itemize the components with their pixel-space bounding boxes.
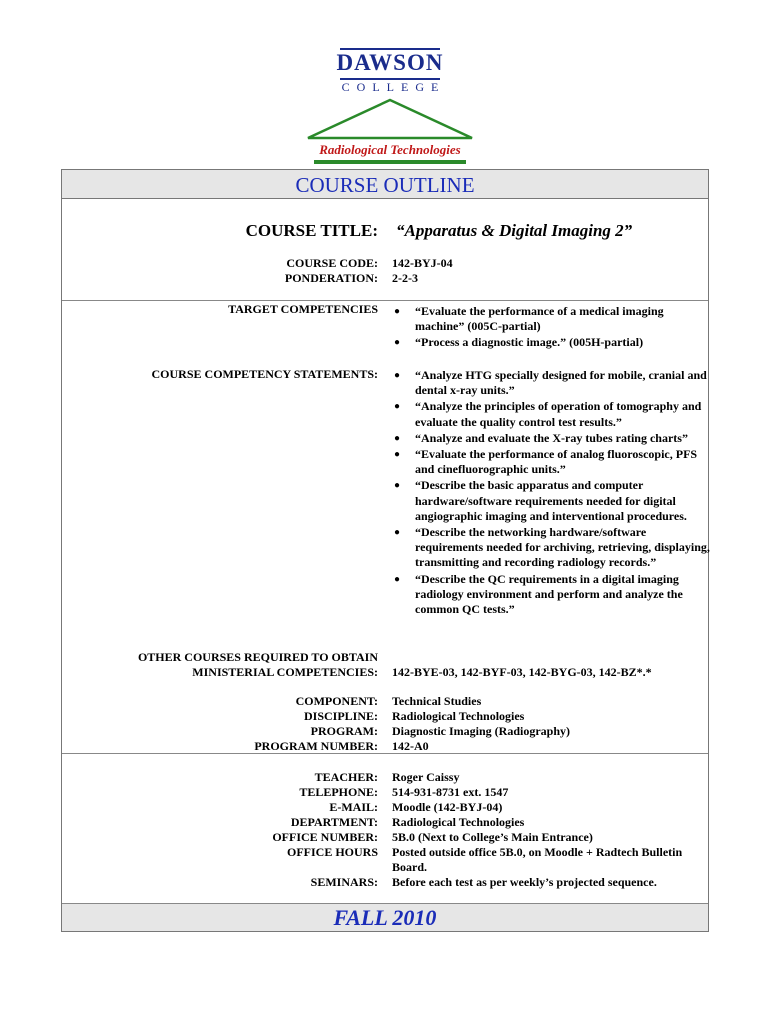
bullet-icon: ●	[394, 449, 401, 461]
bullet-icon: ●	[394, 306, 401, 317]
page-title: COURSE OUTLINE	[295, 173, 475, 197]
course-title-label: COURSE TITLE:	[245, 221, 378, 240]
office-number-label: OFFICE NUMBER:	[272, 830, 378, 844]
discipline-value: Radiological Technologies	[392, 709, 525, 723]
logo-name: DAWSON	[336, 50, 444, 75]
competency-statements-label: COURSE COMPETENCY STATEMENTS:	[151, 367, 378, 381]
seminars-label: SEMINARS:	[310, 875, 378, 889]
ponderation-value: 2-2-3	[392, 271, 418, 285]
logo-department: Radiological Technologies	[319, 142, 461, 157]
bullet-icon: ●	[394, 527, 401, 539]
course-code-value: 142-BYJ-04	[392, 256, 453, 270]
seminars-value: Before each test as per weekly’s projected sequence.	[392, 875, 657, 889]
list-item: ● “Evaluate the performance of a medical imaging machine” (005C-partial)	[394, 304, 664, 334]
bullet-icon: ●	[394, 337, 401, 349]
other-courses-value: 142-BYE-03, 142-BYF-03, 142-BYG-03, 142-BZ*.*	[392, 665, 652, 679]
list-item: ● “Describe the basic apparatus and computer hardware/software requirements needed for digital angiographic imaging and interventional procedures.	[394, 478, 687, 523]
component-value: Technical Studies	[392, 694, 482, 708]
list-item: ● “Process a diagnostic image.” (005H-partial)	[394, 335, 644, 350]
list-item: ● “Describe the QC requirements in a digital imaging radiology environment and perform and analyze the common QC tests.”	[394, 571, 683, 617]
office-number-value: 5B.0 (Next to College’s Main Entrance)	[392, 830, 593, 844]
logo-bottom-rule	[314, 160, 466, 164]
teacher-value: Roger Caissy	[392, 770, 460, 784]
other-courses-label-line2: MINISTERIAL COMPETENCIES:	[192, 665, 378, 679]
telephone-label: TELEPHONE:	[299, 785, 378, 799]
program-number-value: 142-A0	[392, 739, 429, 753]
target-competencies-list	[392, 304, 712, 352]
bullet-icon: ●	[394, 432, 401, 444]
program-number-label: PROGRAM NUMBER:	[254, 739, 378, 753]
telephone-value: 514-931-8731 ext. 1547	[392, 785, 509, 799]
bullet-icon: ●	[394, 401, 401, 413]
college-logo	[300, 48, 480, 166]
list-item: ● “Evaluate the performance of analog fluoroscopic, PFS and cinefluorographic units.”	[394, 447, 698, 477]
term-bar	[62, 904, 708, 931]
bullet-icon: ●	[394, 573, 401, 585]
office-hours-value-line1: Posted outside office 5B.0, on Moodle + Radtech Bulletin	[392, 845, 683, 859]
bullet-icon: ●	[394, 480, 401, 492]
component-label: COMPONENT:	[295, 694, 378, 708]
logo-triangle-icon	[300, 98, 480, 142]
program-value: Diagnostic Imaging (Radiography)	[392, 724, 571, 738]
list-item: ● “Describe the networking hardware/software requirements needed for archiving, retrieving, displaying, transmitting and recording radiology records.”	[394, 525, 710, 570]
divider	[62, 753, 708, 754]
email-label: E-MAIL:	[329, 800, 378, 814]
discipline-label: DISCIPLINE:	[303, 709, 378, 723]
term-label: FALL 2010	[333, 905, 437, 930]
department-value: Radiological Technologies	[392, 815, 525, 829]
competency-statements-list	[392, 368, 712, 618]
target-competencies-label: TARGET COMPETENCIES	[228, 302, 378, 316]
list-item: ● “Analyze and evaluate the X-ray tubes rating charts”	[394, 430, 688, 445]
program-label: PROGRAM:	[310, 724, 378, 738]
course-title-value: “Apparatus & Digital Imaging 2”	[396, 221, 633, 240]
ponderation-label: PONDERATION:	[284, 271, 378, 285]
office-hours-value-line2: Board.	[392, 860, 428, 874]
department-label: DEPARTMENT:	[290, 815, 378, 829]
email-value: Moodle (142-BYJ-04)	[392, 800, 503, 814]
list-item: ● “Analyze the principles of operation of tomography and evaluate the quality control test results.”	[394, 399, 702, 429]
other-courses-label-line1: OTHER COURSES REQUIRED TO OBTAIN	[137, 650, 378, 664]
list-item: ● “Analyze HTG specially designed for mobile, cranial and dental x-ray units.”	[394, 368, 707, 398]
bullet-icon: ●	[394, 370, 401, 381]
course-code-label: COURSE CODE:	[286, 256, 378, 270]
logo-subtitle: COLLEGE	[341, 80, 446, 94]
title-bar	[62, 170, 708, 199]
teacher-label: TEACHER:	[314, 770, 378, 784]
divider	[62, 300, 708, 301]
office-hours-label: OFFICE HOURS	[286, 845, 378, 859]
